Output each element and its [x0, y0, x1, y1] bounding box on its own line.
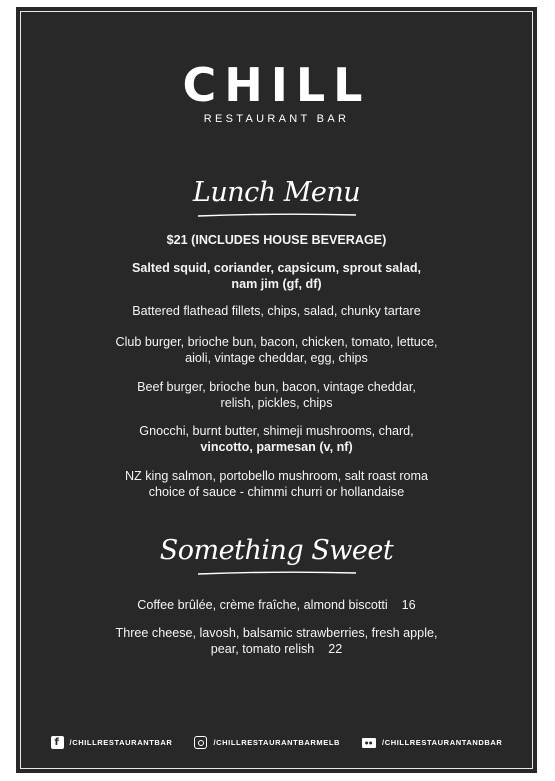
something-sweet-title: Something Sweet [159, 535, 394, 566]
something-sweet-heading [16, 535, 537, 576]
lunch-item [36, 469, 517, 500]
lunch-item-line: aioli, vintage cheddar, egg, chips [185, 350, 368, 365]
lunch-item-line: NZ king salmon, portobello mushroom, salt roast roma [124, 469, 429, 483]
facebook-handle: /CHILLRESTAURANTBAR [69, 738, 173, 747]
facebook-icon: f [51, 736, 64, 749]
lunch-item [36, 335, 517, 366]
menu-card [16, 7, 537, 773]
brand-logo [16, 59, 537, 125]
instagram-link[interactable] [194, 736, 340, 749]
sweet-item-price: 16 [401, 598, 416, 612]
brand-subtitle: RESTAURANT BAR [203, 113, 350, 125]
tripadvisor-link[interactable] [362, 736, 502, 749]
social-links [16, 736, 537, 749]
lunch-item-line: Battered flathead fillets, chips, salad, chunky tartare [132, 304, 421, 318]
lunch-item-line: Salted squid, coriander, capsicum, sprout salad, [131, 261, 422, 275]
instagram-handle: /CHILLRESTAURANTBARMELB [213, 738, 341, 747]
sweet-item [36, 598, 517, 614]
sweet-item-desc: Three cheese, lavosh, balsamic strawberries, fresh apple, [115, 626, 438, 640]
lunch-item [36, 380, 517, 411]
sweet-item [36, 626, 517, 657]
lunch-item [36, 261, 517, 292]
lunch-item-line: vincotto, parmesan (v, nf) [200, 439, 353, 454]
lunch-price-line: $21 (INCLUDES HOUSE BEVERAGE) [166, 233, 387, 247]
lunch-item-line: Gnocchi, burnt butter, shimeji mushrooms, chard, [139, 424, 414, 438]
lunch-item-line: choice of sauce - chimmi churri or hollandaise [148, 484, 405, 499]
lunch-item-line: Beef burger, brioche bun, bacon, vintage cheddar, [137, 380, 416, 394]
brand-name: CHILL [182, 58, 371, 112]
lunch-menu-title: Lunch Menu [192, 177, 361, 208]
sweet-item-price: 22 [328, 641, 343, 656]
tripadvisor-handle: /CHILLRESTAURANTANDBAR [382, 738, 503, 747]
lunch-item [36, 304, 517, 320]
facebook-link[interactable] [51, 736, 173, 749]
lunch-item-line: nam jim (gf, df) [231, 276, 322, 291]
sweet-underline [188, 570, 366, 576]
lunch-underline [196, 212, 358, 218]
lunch-item-line: relish, pickles, chips [220, 395, 333, 410]
tripadvisor-icon: ●● [362, 738, 376, 748]
instagram-icon [194, 736, 207, 749]
lunch-menu-heading [16, 177, 537, 218]
sweet-item-desc: pear, tomato relish [210, 641, 315, 656]
lunch-item [36, 424, 517, 455]
lunch-item-line: Club burger, brioche bun, bacon, chicken, tomato, lettuce, [115, 335, 438, 349]
sweet-item-desc: Coffee brûlée, crème fraîche, almond biscotti [137, 598, 388, 612]
